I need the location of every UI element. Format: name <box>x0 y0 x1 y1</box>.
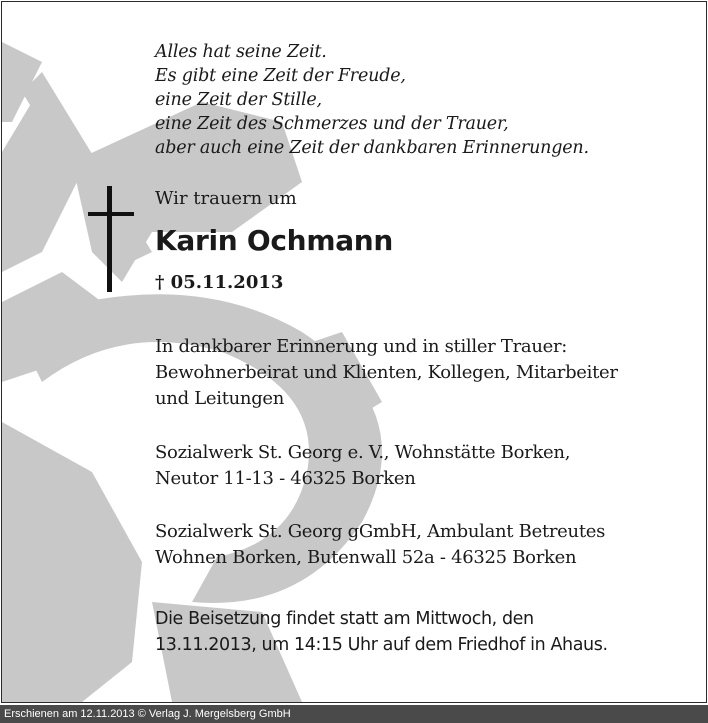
poem <box>155 40 589 160</box>
funeral-line: Die Beisetzung findet statt am Mittwoch, den <box>155 609 534 629</box>
organization-block-2 <box>155 519 605 571</box>
organization-line: Wohnen Borken, Butenwall 52a - 46325 Borken <box>155 547 577 568</box>
death-date: † 05.11.2013 <box>155 272 284 293</box>
mourners-line: In dankbarer Erinnerung und in stiller Trauer: <box>155 336 568 357</box>
organization-line: Sozialwerk St. Georg e. V., Wohnstätte Borken, <box>155 442 571 463</box>
poem-line: Es gibt eine Zeit der Freude, <box>155 66 406 86</box>
funeral-info <box>155 606 608 658</box>
cross-icon <box>88 186 134 292</box>
publication-footer: Erschienen am 12.11.2013 © Verlag J. Mergelsberg GmbH <box>0 705 708 723</box>
poem-line: eine Zeit der Stille, <box>155 90 322 110</box>
organization-line: Sozialwerk St. Georg gGmbH, Ambulant Betreutes <box>155 521 606 542</box>
funeral-line: 13.11.2013, um 14:15 Uhr auf dem Friedhof in Ahaus. <box>155 635 608 655</box>
deceased-name: Karin Ochmann <box>155 224 394 257</box>
organization-block-1 <box>155 440 570 492</box>
poem-line: Alles hat seine Zeit. <box>155 42 327 62</box>
mourners-block <box>155 334 618 412</box>
mourning-intro: Wir trauern um <box>155 188 297 209</box>
poem-line: eine Zeit des Schmerzes und der Trauer, <box>155 114 509 134</box>
poem-line: aber auch eine Zeit der dankbaren Erinnerungen. <box>155 138 589 158</box>
organization-line: Neutor 11-13 - 46325 Borken <box>155 468 416 489</box>
mourners-line: Bewohnerbeirat und Klienten, Kollegen, Mitarbeiter <box>155 362 618 383</box>
obituary-frame <box>1 1 707 703</box>
mourners-line: und Leitungen <box>155 388 285 409</box>
